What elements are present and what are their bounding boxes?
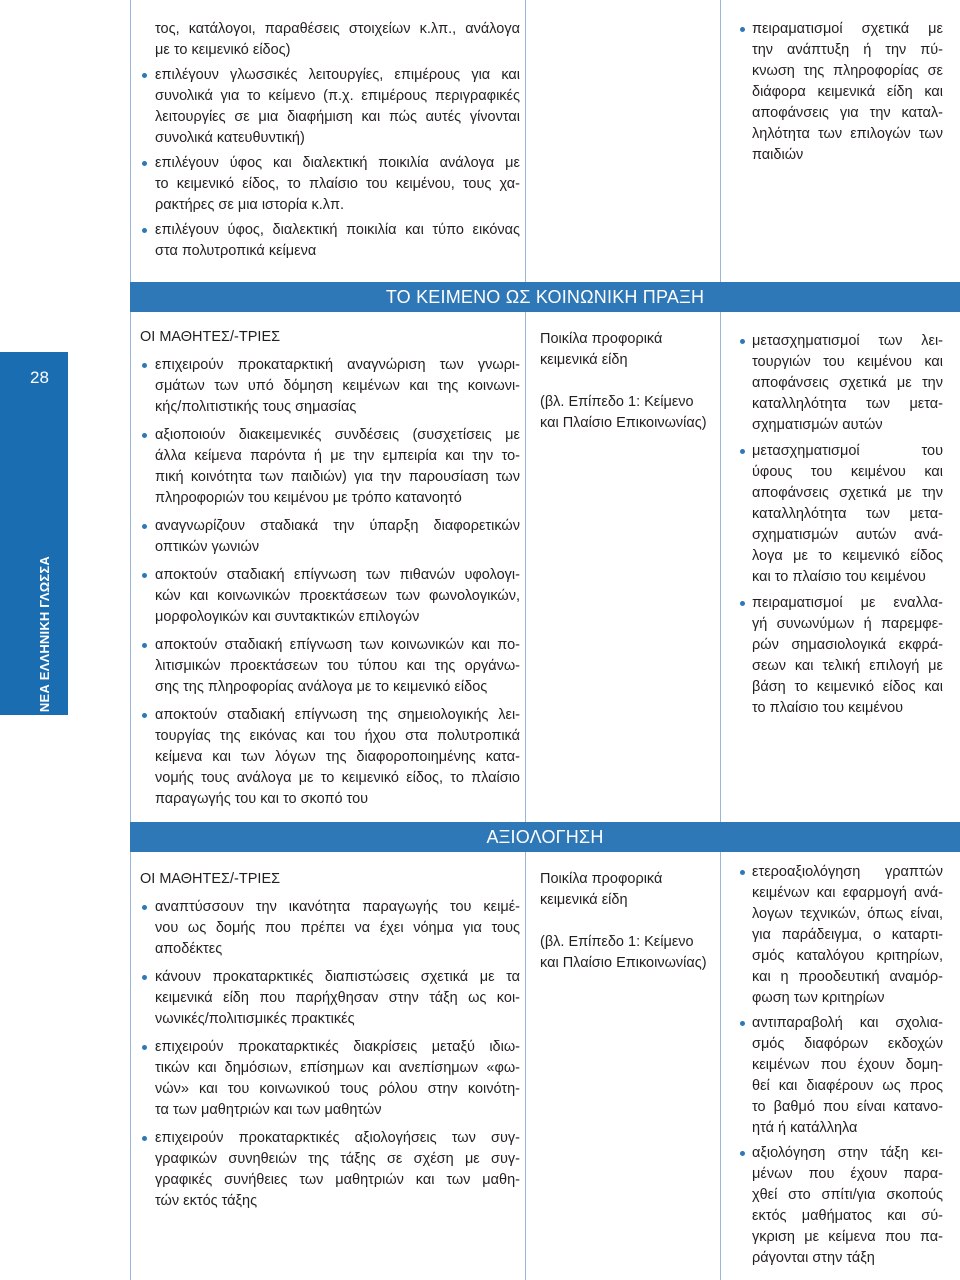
text-line: άλλα κείμενα παρόντα ή με την εμπειρία και την το- xyxy=(155,448,520,464)
column-divider xyxy=(525,852,526,1280)
activities-column xyxy=(738,19,943,166)
text-types-column xyxy=(540,869,718,974)
text-line: φωση των κριτηρίων xyxy=(752,990,885,1006)
text-line: κειμένων και εφαρμογή ανά- xyxy=(752,885,943,901)
text-line: στα πολυτροπικά κείμενα xyxy=(155,243,317,259)
list-item xyxy=(140,967,520,1030)
text-line: και η προοδευτική αναμόρ- xyxy=(752,969,943,985)
list-item xyxy=(140,425,520,509)
text-line: καταλληλότητα των μετα- xyxy=(752,506,943,522)
column-heading xyxy=(140,869,520,890)
text-line: ράγονται στην τάξη xyxy=(752,1250,875,1266)
text-line: το βαθμό που είναι κατανο- xyxy=(752,1099,943,1115)
text-line: γραφικών συνηθειών της τάξης σε σχέση με συγ- xyxy=(155,1151,520,1167)
text-genre-note xyxy=(540,869,718,911)
list-item-continuation xyxy=(140,19,520,61)
column-divider xyxy=(525,312,526,822)
column-divider xyxy=(720,852,721,1280)
column-heading xyxy=(140,327,520,348)
text-line: νών» και του κοινωνικού τους ρόλου στην κοινότη- xyxy=(155,1081,520,1097)
text-line: αξιολόγηση στην τάξη κει- xyxy=(752,1145,943,1161)
text-line: κειμενικά είδη που παρήχθησαν στην τάξη ως κοι- xyxy=(155,990,520,1006)
text-line: αξιοποιούν διακειμενικές συνδέσεις (συσχετίσεις με xyxy=(155,427,520,443)
text-line: αναγνωρίζουν σταδιακά την ύπαρξη διαφορετικών xyxy=(155,518,520,534)
text-line: επιχειρούν προκαταρκτικές διακρίσεις μεταξύ ιδιω- xyxy=(155,1039,520,1055)
text-line: τουργιών του κειμένου και xyxy=(752,354,943,370)
bullet-icon xyxy=(142,228,147,233)
text-line: νομής τους ανάλογα με το κειμενικό είδος, το πλαίσιο xyxy=(155,770,520,786)
bullet-icon xyxy=(142,713,147,718)
text-line: σμός καταλόγου κριτηρίων, xyxy=(752,948,943,964)
text-genre-note xyxy=(540,392,718,434)
text-line: ρών σημασιολογικά εκφρά- xyxy=(752,637,943,653)
text-line: αντιπαραβολή και σχολια- xyxy=(752,1015,943,1031)
text-line: αποφάνσεις για την καταλ- xyxy=(752,105,943,121)
text-line: κής/πολιτιστικής τους σημασίας xyxy=(155,399,357,415)
list-item xyxy=(738,441,943,588)
bullet-icon xyxy=(142,1045,147,1050)
text-line: σμός διαφόρων εκδοχών xyxy=(752,1036,943,1052)
list-item xyxy=(140,516,520,558)
text-line: ΟΙ ΜΑΘΗΤΕΣ/-ΤΡΙΕΣ xyxy=(140,329,281,345)
text-line: τικών και δημόσιων, επίσημων και ανεπίσημων «φω- xyxy=(155,1060,520,1076)
text-line: παραγωγής του και το σκοπό του xyxy=(155,791,369,807)
text-line: αποφάνσεις σχετικά με την xyxy=(752,485,943,501)
list-item xyxy=(140,65,520,149)
text-line: ετεροαξιολόγηση γραπτών xyxy=(752,864,943,880)
text-line: επιλέγουν ύφος, διαλεκτική ποικιλία και τύπο εικόνας xyxy=(155,222,520,238)
text-line: επιχειρούν προκαταρκτικές αξιολογήσεις των συγ- xyxy=(155,1130,520,1146)
list-item xyxy=(738,593,943,719)
list-item xyxy=(140,220,520,262)
bullet-icon xyxy=(740,449,745,454)
text-line: (βλ. Επίπεδο 1: Κείμενο xyxy=(540,934,694,950)
text-line: ληλότητα των επιλογών των xyxy=(752,126,943,142)
text-line: λιτισμικών προεκτάσεων του τύπου και της οργάνω- xyxy=(155,658,520,674)
section-header-text-as-social-practice: ΤΟ ΚΕΙΜΕΝΟ ΩΣ ΚΟΙΝΩΝΙΚΗ ΠΡΑΞΗ xyxy=(130,282,960,312)
outcomes-column xyxy=(140,327,520,810)
text-line: θεί και διαφέρουν ως προς xyxy=(752,1078,943,1094)
bullet-icon xyxy=(740,27,745,32)
text-line: το κειμενικό είδος, το πλαίσιο του κειμένου, τους χα- xyxy=(155,176,520,192)
text-line: πληροφοριών του κειμένου με τρόπο κατανοητό xyxy=(155,490,462,506)
text-line: το πλαίσιο του κειμένου xyxy=(752,700,904,716)
text-line: σεων και τελική επιλογή με xyxy=(752,658,943,674)
bullet-icon xyxy=(740,1021,745,1026)
text-line: μένων που έχουν παρα- xyxy=(752,1166,943,1182)
text-line: τος, κατάλογοι, παραθέσεις στοιχείων κ.λπ., ανάλογα xyxy=(155,21,520,37)
text-types-column xyxy=(540,329,718,434)
subject-title: ΝΕΑ ΕΛΛΗΝΙΚΗ ΓΛΩΣΣΑ xyxy=(37,555,52,712)
text-line: παιδιών xyxy=(752,147,804,163)
activities-column xyxy=(738,331,943,719)
list-item xyxy=(140,153,520,216)
text-line: συνολικά κατευθυντική) xyxy=(155,130,305,146)
section-header-assessment: ΑΞΙΟΛΟΓΗΣΗ xyxy=(130,822,960,852)
text-line: λειτουργίες σε μια διαφήμιση και πώς αυτές γίνονται xyxy=(155,109,520,125)
bullet-icon xyxy=(142,975,147,980)
bullet-icon xyxy=(142,573,147,578)
text-line: μορφολογικών και συντακτικών επιλογών xyxy=(155,609,420,625)
list-item xyxy=(140,1128,520,1212)
text-line: τών εκτός τάξης xyxy=(155,1193,258,1209)
text-line: γκριση με κείμενα που πα- xyxy=(752,1229,943,1245)
text-line: ητά ή κατάλληλα xyxy=(752,1120,858,1136)
list-item xyxy=(140,565,520,628)
list-item xyxy=(738,19,943,166)
text-line: μετασχηματισμοί του xyxy=(752,443,943,459)
text-line: σης της πληροφορίας ανάλογα με το κειμενικό είδος xyxy=(155,679,488,695)
text-line: σμάτων των υπό δόμηση κειμένων και της κοινωνι- xyxy=(155,378,520,394)
table-left-border xyxy=(130,0,131,1280)
activities-column xyxy=(738,862,943,1269)
text-line: Ποικίλα προφορικά xyxy=(540,871,663,887)
list-item xyxy=(140,1037,520,1121)
text-line: γραφικές συνήθειες των μαθητριών και των μαθη- xyxy=(155,1172,520,1188)
text-line: κειμενικά είδη xyxy=(540,892,628,908)
text-line: αποκτούν σταδιακή επίγνωση των πιθανών υφολογι- xyxy=(155,567,520,583)
text-genre-note xyxy=(540,329,718,371)
column-divider xyxy=(720,312,721,822)
text-line: γή συνωνύμων ή παρεμφε- xyxy=(752,616,943,632)
bullet-icon xyxy=(142,905,147,910)
bullet-icon xyxy=(142,433,147,438)
text-line: την ανάπτυξη ή την πύ- xyxy=(752,42,943,58)
text-line: τουργίας της εικόνας και του ήχου στα πολυτροπικά xyxy=(155,728,520,744)
text-line: (βλ. Επίπεδο 1: Κείμενο xyxy=(540,394,694,410)
list-item xyxy=(738,862,943,1009)
list-item xyxy=(140,635,520,698)
text-line: επιλέγουν γλωσσικές λειτουργίες, επιμέρους για και xyxy=(155,67,520,83)
text-line: επιχειρούν προκαταρκτική αναγνώριση των γνωρι- xyxy=(155,357,520,373)
text-line: χθεί στο σπίτι/για σκοπούς xyxy=(752,1187,943,1203)
text-line: αποκτούν σταδιακή επίγνωση της σημειολογικής λει- xyxy=(155,707,520,723)
column-divider xyxy=(720,0,721,282)
bullet-icon xyxy=(142,1136,147,1141)
bullet-icon xyxy=(142,73,147,78)
list-item xyxy=(140,897,520,960)
text-line: ρακτήρες σε μια ιστορία κ.λπ. xyxy=(155,197,345,213)
outcomes-column xyxy=(140,19,520,262)
text-line: διάφορα κειμενικά είδη και xyxy=(752,84,943,100)
text-line: για παράδειγμα, ο καταρτι- xyxy=(752,927,943,943)
text-line: τα των μαθητριών και των μαθητών xyxy=(155,1102,382,1118)
text-line: και Πλαίσιο Επικοινωνίας) xyxy=(540,415,707,431)
text-line: και το πλαίσιο του κειμένου xyxy=(752,569,926,585)
text-line: κειμένων που έχουν δομη- xyxy=(752,1057,943,1073)
list-item xyxy=(738,1143,943,1269)
page-number: 28 xyxy=(30,368,49,387)
bullet-icon xyxy=(142,161,147,166)
list-item xyxy=(140,355,520,418)
text-line: με το κειμενικό είδος) xyxy=(155,42,291,58)
text-line: καταλληλότητα των μετα- xyxy=(752,396,943,412)
text-line: κνωση της πληροφορίας σε xyxy=(752,63,943,79)
list-item xyxy=(738,331,943,436)
text-line: πική κοινότητα των παιδιών) για την παρουσίαση των xyxy=(155,469,520,485)
text-line: αποφάνσεις σχετικά με την xyxy=(752,375,943,391)
bullet-icon xyxy=(142,524,147,529)
list-item xyxy=(140,705,520,810)
text-line: νωνικές/πολιτισμικές πρακτικές xyxy=(155,1011,355,1027)
text-line: ΟΙ ΜΑΘΗΤΕΣ/-ΤΡΙΕΣ xyxy=(140,871,281,887)
text-line: οπτικών γωνιών xyxy=(155,539,260,555)
text-line: σχηματισμών αυτών ανά- xyxy=(752,527,943,543)
bullet-icon xyxy=(142,643,147,648)
text-line: κειμενικά είδη xyxy=(540,352,628,368)
text-line: σχηματισμών αυτών xyxy=(752,417,883,433)
text-line: πειραματισμοί με εναλλα- xyxy=(752,595,943,611)
text-line: νου ως δομής που πρέπει να έχει νόημα για τους xyxy=(155,920,520,936)
text-line: ύφους του κειμένου και xyxy=(752,464,943,480)
text-line: κών και κοινωνικών προεκτάσεων των φωνολογικών, xyxy=(155,588,520,604)
text-line: αποκτούν σταδιακή επίγνωση των κοινωνικών και πο- xyxy=(155,637,520,653)
list-item xyxy=(738,1013,943,1139)
text-line: λογων τεχνικών, όπως είναι, xyxy=(752,906,943,922)
bullet-icon xyxy=(740,601,745,606)
bullet-icon xyxy=(142,363,147,368)
column-divider xyxy=(525,0,526,282)
text-line: κάνουν προκαταρκτικές διαπιστώσεις σχετικά με τα xyxy=(155,969,520,985)
text-line: αναπτύσσουν την ικανότητα παραγωγής του κειμέ- xyxy=(155,899,520,915)
bullet-icon xyxy=(740,870,745,875)
bullet-icon xyxy=(740,1151,745,1156)
text-line: κείμενα και των λόγων της διαφοροποιημένης κατα- xyxy=(155,749,520,765)
text-line: αποδέκτες xyxy=(155,941,223,957)
text-line: επιλέγουν ύφος και διαλεκτική ποικιλία ανάλογα με xyxy=(155,155,520,171)
outcomes-column xyxy=(140,869,520,1212)
text-genre-note xyxy=(540,932,718,974)
text-line: συνολικά για το κείμενο (π.χ. επιμέρους περιγραφικές xyxy=(155,88,520,104)
text-line: βάση το κειμενικό είδος και xyxy=(752,679,943,695)
text-line: πειραματισμοί σχετικά με xyxy=(752,21,943,37)
text-line: λογα με το κειμενικό είδος xyxy=(752,548,943,564)
text-line: μετασχηματισμοί των λει- xyxy=(752,333,943,349)
sidebar-band xyxy=(0,352,68,715)
text-line: Ποικίλα προφορικά xyxy=(540,331,663,347)
text-line: και Πλαίσιο Επικοινωνίας) xyxy=(540,955,707,971)
text-line: εκτός μαθήματος και σύ- xyxy=(752,1208,943,1224)
bullet-icon xyxy=(740,339,745,344)
